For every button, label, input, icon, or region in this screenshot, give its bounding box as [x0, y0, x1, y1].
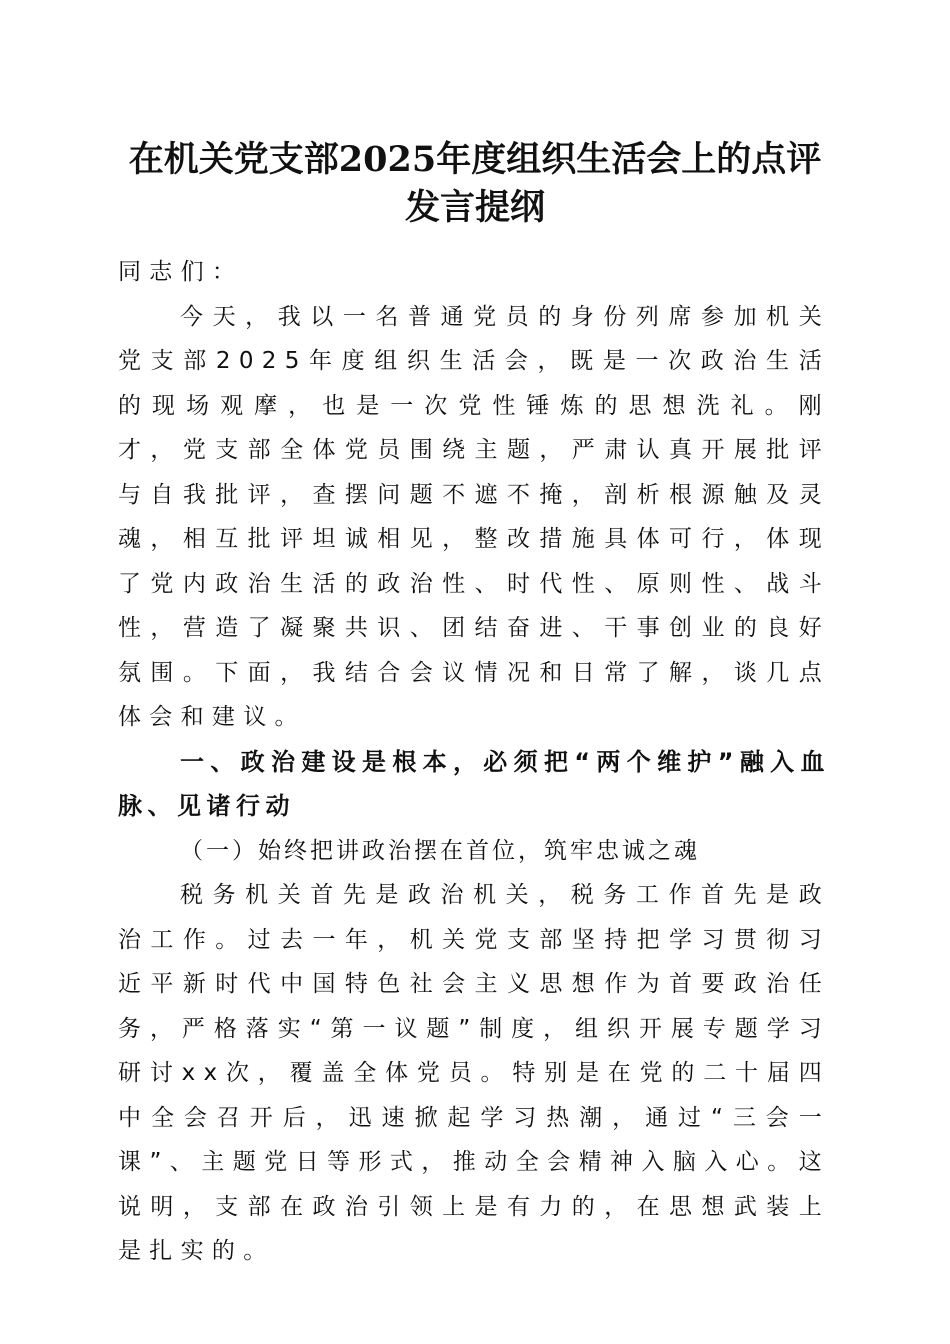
section-heading-1: 一、政治建设是根本，必须把“两个维护”融入血脉、见诸行动 [118, 747, 830, 820]
subsection-paragraph-1-1: 税务机关首先是政治机关，税务工作首先是政治工作。过去一年，机关党支部坚持把学习贯彻习近平新时代中国特色社会主义思想作为首要政治任务，严格落实“第一议题”制度，组织开展专题学习研讨xx次，覆盖全体党员。特别是在党的二十届四中全会召开后，迅速掀起学习热潮，通过“三会一课”、主题党日等形式，推动全会精神入脑入心。这说明，支部在政治引领上是有力的，在思想武装上是扎实的。 [118, 882, 830, 1264]
intro-paragraph: 今天，我以一名普通党员的身份列席参加机关党支部2025年度组织生活会，既是一次政治生活的现场观摩，也是一次党性锤炼的思想洗礼。刚才，党支部全体党员围绕主题，严肃认真开展批评与自我批评，查摆问题不遮不掩，剖析根源触及灵魂，相互批评坦诚相见，整改措施具体可行，体现了党内政治生活的政治性、时代性、原则性、战斗性，营造了凝聚共识、团结奋进、干事创业的良好氛围。下面，我结合会议情况和日常了解，谈几点体会和建议。 [118, 303, 830, 730]
salutation: 同志们： [118, 259, 244, 285]
title-line-2: 发言提纲 [404, 187, 545, 228]
document-title [100, 136, 850, 232]
document-body [118, 250, 830, 1274]
title-line-1: 在机关党支部2025年度组织生活会上的点评 [128, 139, 822, 180]
subsection-heading-1-1: （一）始终把讲政治摆在首位，筑牢忠诚之魂 [180, 837, 700, 864]
